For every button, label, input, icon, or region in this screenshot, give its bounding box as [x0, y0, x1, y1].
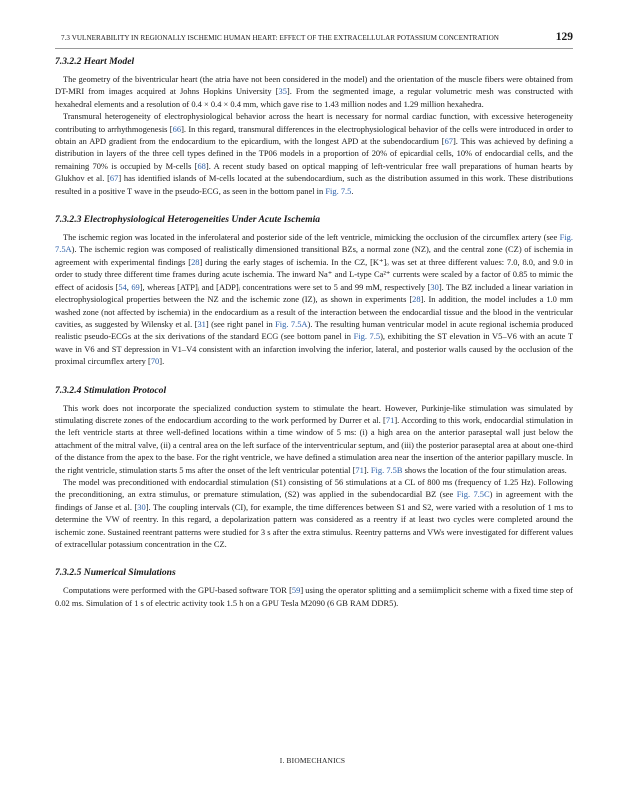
text-run: ]. The coupling intervals (CI), for example, the time differences between S1 and S2, were varied with a resolution of 1 ms to determine the VW of reentry. In this regard, a depolarization pattern was considered as a reentry if at least two cycles were completed around the ischemic zone. Sustained reentrant patterns were studied for 3 s after the extra stimulus. Reentry patterns and VWs were investigated for different values of extracellular potassium concentration in the CZ.: [55, 501, 573, 549]
citation-link[interactable]: 67: [444, 136, 453, 147]
citation-link[interactable]: 59: [291, 585, 301, 596]
running-header: [55, 32, 573, 49]
text-run: ], whereas [ATP]ᵢ and [ADP]ᵢ concentrations were set to 5 and 99 mM, respectively [: [139, 281, 431, 292]
text-run: ). The resulting human ventricular model in acute regional ischemia produced realistic pseudo-ECGs at the six derivations of the standard ECG (see bottom panel in: [55, 318, 573, 342]
section-heading: 7.3.2.2 Heart Model: [55, 56, 135, 67]
section-numerical-simulations: [55, 567, 573, 609]
citation-link[interactable]: 66: [172, 123, 182, 134]
citation-link[interactable]: 67: [109, 173, 119, 184]
text-run: ].: [159, 356, 165, 367]
paragraph: [55, 231, 573, 367]
text-run: ] has identified islands of M-cells located at the subendocardium, such as the distribution assumed in this work. These distributions resulted in a positive T wave in the pseudo-ECG, as seen in the bottom panel in: [55, 173, 573, 196]
citation-link[interactable]: Fig. 7.5A: [55, 232, 573, 255]
section-heading: 7.3.2.3 Electrophysiological Heterogeneities Under Acute Ischemia: [55, 214, 321, 226]
paragraph: [55, 73, 573, 110]
text-run: ]. From the segmented image, a regular volumetric mesh was constructed with hexahedral elements and a resolution of 0.4 × 0.4 × 0.4 mm, which gave rise to 1.43 million nodes and 1.29 million hexahedra.: [55, 86, 573, 109]
text-run: ]. According to this work, endocardial stimulation in the left ventricle starts at three well-defined locations within a time window of 5 ms: (i) a high area on the anterior paraseptal wall just below the attachment of the mitral valve, (ii) a central area on the left surface of the interventricular septum, and (iii) the posterior paraseptal area at about one-third of the distance from the apex to the base. For the right ventricle, we have defined a stimulation area near the insertion of the anterior papillary muscle. In the right ventricle, stimulation starts 5 ms after the onset of the left ventricular potential [: [55, 414, 574, 475]
text-run: ] using the operator splitting and a semiimplicit scheme with a fixed time step of 0.02 ms. Simulation of 1 s of electric activity took 1.5 h on a GPU Tesla M2090 (6 GB RAM DDR5).: [55, 585, 573, 608]
text-run: Transmural heterogeneity of electrophysiological behavior across the heart is necessary for normal cardiac function, with excessive heterogeneity contributing to arrhythmogenesis [: [55, 111, 573, 134]
section-electrophysiological-heterogeneities: [55, 214, 573, 367]
paragraph: [55, 402, 573, 476]
citation-link[interactable]: 68: [197, 160, 206, 171]
text-run: shows the location of the four stimulation areas.: [402, 464, 567, 475]
citation-link[interactable]: 30: [430, 281, 439, 292]
paragraph: [55, 110, 573, 197]
citation-link[interactable]: Fig. 7.5: [325, 185, 352, 196]
citation-link[interactable]: Fig. 7.5A: [275, 318, 308, 329]
text-run: ] (see right panel in: [205, 318, 276, 329]
paragraph: [55, 584, 573, 609]
text-run: The ischemic region was located in the inferolateral and posterior side of the left ventricle, mimicking the occlusion of the circumflex artery (see: [63, 232, 560, 243]
paragraph: [55, 476, 573, 550]
text-run: ]. In this regard, transmural differences in the electrophysiological behavior of the cells were introduced in order to obtain an APD gradient from the endocardium to the epicardium, with the longest APD at the subendocardium [: [55, 123, 573, 147]
section-heading: 7.3.2.5 Numerical Simulations: [55, 567, 176, 579]
text-run: ] during the early stages of ischemia. In the CZ, [K⁺]ₒ was set at three different values: 7.0, 8.0, and 9.0 in order to study three different time frames during acute ischemia. The inward Na⁺ and L-type Ca²⁺ currents were scaled by a factor of 0.85 to mimic the effect of acidosis [: [55, 256, 573, 292]
citation-link[interactable]: 71: [385, 414, 395, 425]
article-body: [55, 56, 573, 626]
text-run: ].: [363, 464, 371, 475]
citation-link[interactable]: Fig. 7.5: [353, 331, 381, 342]
text-run: ,: [126, 281, 132, 292]
citation-link[interactable]: 70: [150, 356, 160, 367]
running-title: 7.3 VULNERABILITY IN REGIONALLY ISCHEMIC HUMAN HEART: EFFECT OF THE EXTRACELLULAR POTASSIUM CONCENTRATION: [61, 34, 499, 42]
citation-link[interactable]: 54: [118, 281, 127, 292]
citation-link[interactable]: 28: [412, 294, 421, 305]
page-number: 129: [555, 31, 573, 43]
section-heading: 7.3.2.4 Stimulation Protocol: [55, 384, 167, 396]
text-run: ), exhibiting the ST elevation in V5–V6 with an acute T wave in V6 and ST depression in V1–V4 consistent with an infarction involving the inferior, lateral, and posterior walls caused by the occlusion of the proximal circumflex artery [: [55, 331, 573, 367]
citation-link[interactable]: 69: [131, 281, 140, 292]
citation-link[interactable]: 28: [191, 256, 200, 267]
text-run: ) in agreement with the findings of Janse et al. [: [55, 489, 573, 512]
text-run: .: [351, 185, 354, 196]
text-run: Computations were performed with the GPU-based software TOR [: [63, 585, 292, 596]
citation-link[interactable]: 30: [137, 501, 146, 512]
part-footer: I. BIOMECHANICS: [279, 756, 346, 765]
text-run: The geometry of the biventricular heart (the atria have not been considered in the model) and the orientation of the muscle fibers were obtained from DT-MRI from images acquired at Johns Hopkins University [: [55, 74, 573, 97]
text-run: ). The ischemic region was composed of realistically dimensioned transitional BZs, a normal zone (NZ), and the central zone (CZ) of ischemia in agreement with experimental findings [: [55, 244, 573, 267]
text-run: The model was preconditioned with endocardial stimulation (S1) consisting of 56 stimulations at a CL of 800 ms (frequency of 1.25 Hz). Following the preconditioning, an extra stimulus, or premature stimulation, (S2) was applied in the subendocardial BZ (see: [55, 476, 573, 500]
section-heart-model: [55, 56, 573, 197]
text-run: ]. This was achieved by defining a distribution in layers of the three cell types defined in the TP06 models in a proportion of 20% of epicardial cells, 10% of endocardial cells, and the remaining 70% is occupied by M-cells [: [55, 136, 573, 171]
text-run: This work does not incorporate the specialized conduction system to stimulate the heart. However, Purkinje-like stimulation was simulated by stimulating discrete zones of the endocardium according to the work performed by Durrer et al. [: [55, 402, 573, 425]
citation-link[interactable]: Fig. 7.5C: [456, 489, 490, 500]
text-run: ]. A recent study based on optical mapping of left-ventricular free wall preparations of human hearts by Glukhov et al. [: [55, 160, 573, 184]
section-stimulation-protocol: [55, 385, 573, 551]
citation-link[interactable]: 31: [197, 318, 206, 329]
citation-link[interactable]: 71: [355, 464, 364, 475]
citation-link[interactable]: Fig. 7.5B: [370, 464, 403, 475]
text-run: ]. The BZ included a linear variation in electrophysiological properties between the NZ and the ischemic zone (IZ), as shown in experiments [: [55, 281, 573, 305]
text-run: ]. In addition, the model includes a 1.0 mm washed zone (not affected by ischemia) in the endocardium as a result of the interaction between the endocardial tissue and the blood in the ventricular cavities, as suggested by Wilensky et al. [: [55, 294, 573, 329]
citation-link[interactable]: 35: [278, 86, 287, 97]
